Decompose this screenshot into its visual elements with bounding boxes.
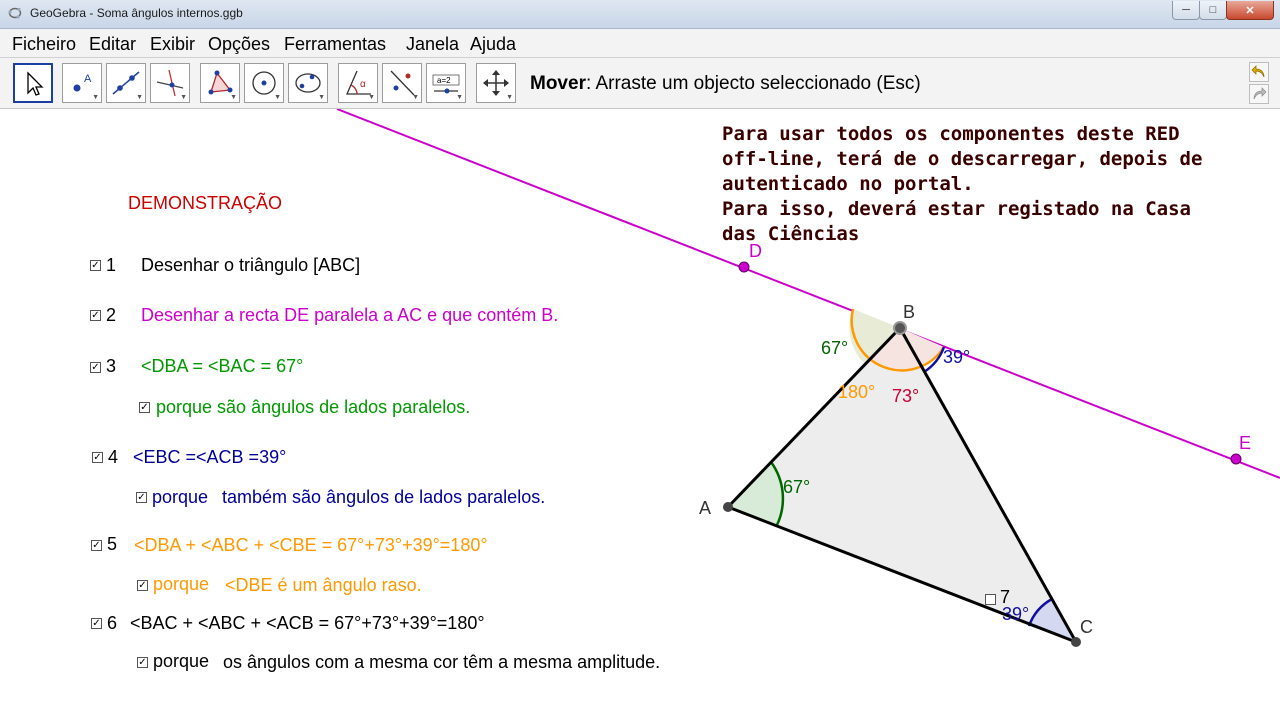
angle-c-label: 39° <box>1002 604 1030 624</box>
menu-bar <box>0 29 1280 58</box>
graphics-view[interactable] <box>0 109 1280 716</box>
menu-janela[interactable]: Janela <box>406 34 460 54</box>
angle-b-mid-label: 73° <box>892 386 920 406</box>
step-1-text: Desenhar o triângulo [ABC] <box>141 255 361 275</box>
chevron-down-icon: ▼ <box>180 94 187 101</box>
chevron-down-icon: ▼ <box>318 94 325 101</box>
step-4-reason-b: também são ângulos de lados paralelos. <box>222 487 546 507</box>
step-3-checkbox[interactable]: ✓ <box>91 362 100 373</box>
step-4-reason-a: porque <box>152 487 209 507</box>
step-6-reason-checkbox[interactable]: ✓ <box>138 657 147 668</box>
undo-button[interactable] <box>1249 62 1269 82</box>
step-5-number: 5 <box>107 534 118 554</box>
redo-button[interactable] <box>1249 84 1269 104</box>
point-e[interactable] <box>1231 454 1241 464</box>
menu-ferramentas[interactable]: Ferramentas <box>284 34 387 54</box>
step-4-checkbox[interactable]: ✓ <box>93 452 102 463</box>
angle-b-right-label: 39° <box>943 347 971 367</box>
point-d[interactable] <box>739 262 749 272</box>
svg-text:a=2: a=2 <box>437 76 451 85</box>
offline-notice <box>722 122 1202 247</box>
toolbar <box>0 58 1280 109</box>
geogebra-app-icon <box>8 6 22 20</box>
point-b[interactable] <box>894 322 906 334</box>
label-a: A <box>699 498 712 518</box>
maximize-button[interactable]: □ <box>1199 1 1227 20</box>
label-b: B <box>903 302 916 322</box>
undo-icon <box>1250 63 1268 81</box>
step-4-reason-checkbox[interactable]: ✓ <box>137 492 146 503</box>
label-d: D <box>749 241 762 261</box>
point-c[interactable] <box>1071 637 1081 647</box>
step-6-text: <BAC + <ABC + <ACB = 67°+73°+39°=180° <box>130 613 485 633</box>
chevron-down-icon: ▼ <box>368 94 375 101</box>
minimize-button[interactable]: ─ <box>1172 1 1200 20</box>
step-5-checkbox[interactable]: ✓ <box>92 540 101 551</box>
title-bar <box>0 0 1280 29</box>
line-tool-button[interactable] <box>106 63 146 103</box>
tool-help-text <box>530 73 921 95</box>
step-1-number: 1 <box>106 255 117 275</box>
step-6-reason-a: porque <box>153 651 210 671</box>
notice-line: off-line, terá de o descarregar, depois de <box>722 148 1203 170</box>
step-6-checkbox[interactable]: ✓ <box>92 618 101 629</box>
menu-opcoes[interactable]: Opções <box>208 34 271 54</box>
step-5-text: <DBA + <ABC + <CBE = 67°+73°+39°=180° <box>134 535 488 555</box>
step-4-text: <EBC =<ACB =39° <box>133 447 287 467</box>
chevron-down-icon: ▼ <box>506 94 513 101</box>
chevron-down-icon: ▼ <box>274 94 281 101</box>
checkbox-7-label: 7 <box>1000 587 1011 607</box>
reflect-tool-button[interactable] <box>382 63 422 103</box>
notice-line: Para isso, deverá estar registado na Casa <box>722 198 1191 220</box>
chevron-down-icon: ▼ <box>92 94 99 101</box>
menu-ajuda[interactable]: Ajuda <box>470 34 517 54</box>
menu-ficheiro[interactable]: Ficheiro <box>12 34 77 54</box>
window-title: GeoGebra - Soma ângulos internos.ggb <box>30 6 243 20</box>
redo-icon <box>1250 85 1268 103</box>
step-4-number: 4 <box>108 447 119 467</box>
step-6-reason-b: os ângulos com a mesma cor têm a mesma amplitude. <box>223 652 661 672</box>
chevron-down-icon: ▼ <box>456 94 463 101</box>
chevron-down-icon: ▼ <box>136 94 143 101</box>
svg-text:α: α <box>360 79 366 90</box>
conic-tool-button[interactable] <box>288 63 328 103</box>
angle-a-sector <box>728 462 783 525</box>
step-3-text: <DBA = <BAC = 67° <box>141 356 304 376</box>
step-5-reason-b: <DBE é um ângulo raso. <box>225 575 422 595</box>
close-button[interactable]: ✕ <box>1226 1 1274 20</box>
step-6-number: 6 <box>107 613 118 633</box>
step-2-checkbox[interactable]: ✓ <box>91 310 100 321</box>
step-2-number: 2 <box>106 305 117 325</box>
step-5-reason-checkbox[interactable]: ✓ <box>138 580 147 591</box>
step-3-number: 3 <box>106 356 117 376</box>
step-5-reason-a: porque <box>153 574 210 594</box>
menu-editar[interactable]: Editar <box>89 34 137 54</box>
circle-tool-button[interactable] <box>244 63 284 103</box>
chevron-down-icon: ▼ <box>412 94 419 101</box>
tool-help-description: : Arraste um objecto seleccionado (Esc) <box>585 73 921 94</box>
move-tool-button[interactable] <box>13 63 53 103</box>
angle-a-label: 67° <box>783 477 811 497</box>
point-tool-button[interactable] <box>62 63 102 103</box>
tool-help-name: Mover <box>530 73 586 94</box>
notice-line: autenticado no portal. <box>722 173 974 195</box>
label-c: C <box>1080 617 1093 637</box>
notice-line: Para usar todos os componentes deste RED <box>722 123 1180 145</box>
checkbox-7[interactable] <box>985 594 996 605</box>
angle-b-left-label: 67° <box>821 338 849 358</box>
menu-exibir[interactable]: Exibir <box>150 34 196 54</box>
move-view-tool-button[interactable] <box>476 63 516 103</box>
svg-text:A: A <box>84 73 92 85</box>
angle-b-sum-label: 180° <box>838 382 876 402</box>
arrow-cursor-icon <box>19 69 49 99</box>
notice-line: das Ciências <box>722 223 860 245</box>
angle-tool-button[interactable] <box>338 63 378 103</box>
label-e: E <box>1239 433 1252 453</box>
step-3-reason-checkbox[interactable]: ✓ <box>140 402 149 413</box>
step-1-checkbox[interactable]: ✓ <box>91 260 100 271</box>
polygon-tool-button[interactable] <box>200 63 240 103</box>
step-2-text: Desenhar a recta DE paralela a AC e que contém B. <box>141 305 559 325</box>
slider-tool-button[interactable] <box>426 63 466 103</box>
step-3-reason: porque são ângulos de lados paralelos. <box>156 397 471 417</box>
perpendicular-tool-button[interactable] <box>150 63 190 103</box>
demo-heading: DEMONSTRAÇÃO <box>128 193 283 213</box>
point-a[interactable] <box>723 502 733 512</box>
chevron-down-icon: ▼ <box>230 94 237 101</box>
